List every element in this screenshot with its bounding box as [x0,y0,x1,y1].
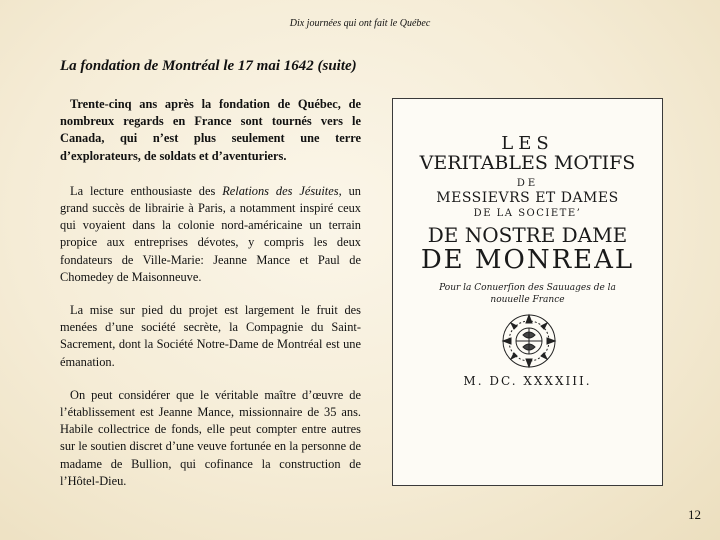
body-text [60,96,361,490]
page-title: La fondation de Montréal le 17 mai 1642 (suite) [60,58,357,74]
book-frontispiece-image [392,98,663,486]
frontispiece-line-monreal: DE MONREAL [420,245,635,275]
relations-des-jesuites-title: Relations des Jésuites [222,183,339,198]
frontispiece-line-conversion: Pour la Conuerſion des Sauuages de la [439,283,616,293]
running-header: Dix journées qui ont fait le Québec [289,18,431,29]
paragraph-3: La mise sur pied du projet est largement le fruit des menées d’une société secrète, la Compagnie du Saint-Sacrement, dont la Société Notre-Dame de Montréal est une émanation. [60,303,361,369]
paragraph-4: On peut considérer que le véritable maître d’œuvre de l’établissement est Jeanne Mance, missionnaire de 35 ans. Habile collectrice de fonds, elle peut compter entre autres sur le soutien discret d’une veuve fortunée en la personne de madame de Bullion, qui cofinance la construction de l’Hôtel-Dieu. [60,387,361,488]
frontispiece-line-nostre-dame: DE NOSTRE DAME [427,223,628,247]
frontispiece-line-les: LES [501,133,554,154]
paragraph-1: Trente-cinq ans après la fondation de Québec, de nombreux regards en France sont tournés vers le Canada, qui n’est plus seulement une terre d’explorateurs, de soldats et d’aventuriers. [60,97,361,163]
paragraph-2-end: , un grand succès de librairie à Paris, a notamment inspiré ceux qui voyaient dans la colonie nord-américaine un terrain propice aux entreprises dévotes, y compris les deux fondateurs de Ville-Marie: Jeanne Mance et Paul de Chomedey de Maisonneuve. [60,183,361,284]
frontispiece-date: M. DC. XXXXIII. [463,374,592,388]
frontispiece-line-societe: DE LA SOCIETE’ [473,208,582,219]
paragraph-2 [60,183,361,286]
frontispiece-line-messieurs: MESSIEVRS ET DAMES [436,190,619,206]
page-number: 12 [688,507,701,522]
frontispiece-line-nouvelle-france: nouuelle France [490,295,565,305]
paragraph-2-start: La lecture enthousiaste des [70,183,223,198]
heraldic-emblem-icon [499,311,559,371]
frontispiece-line-de: DE [516,178,539,189]
frontispiece-line-motifs: VERITABLES MOTIFS [419,152,636,174]
